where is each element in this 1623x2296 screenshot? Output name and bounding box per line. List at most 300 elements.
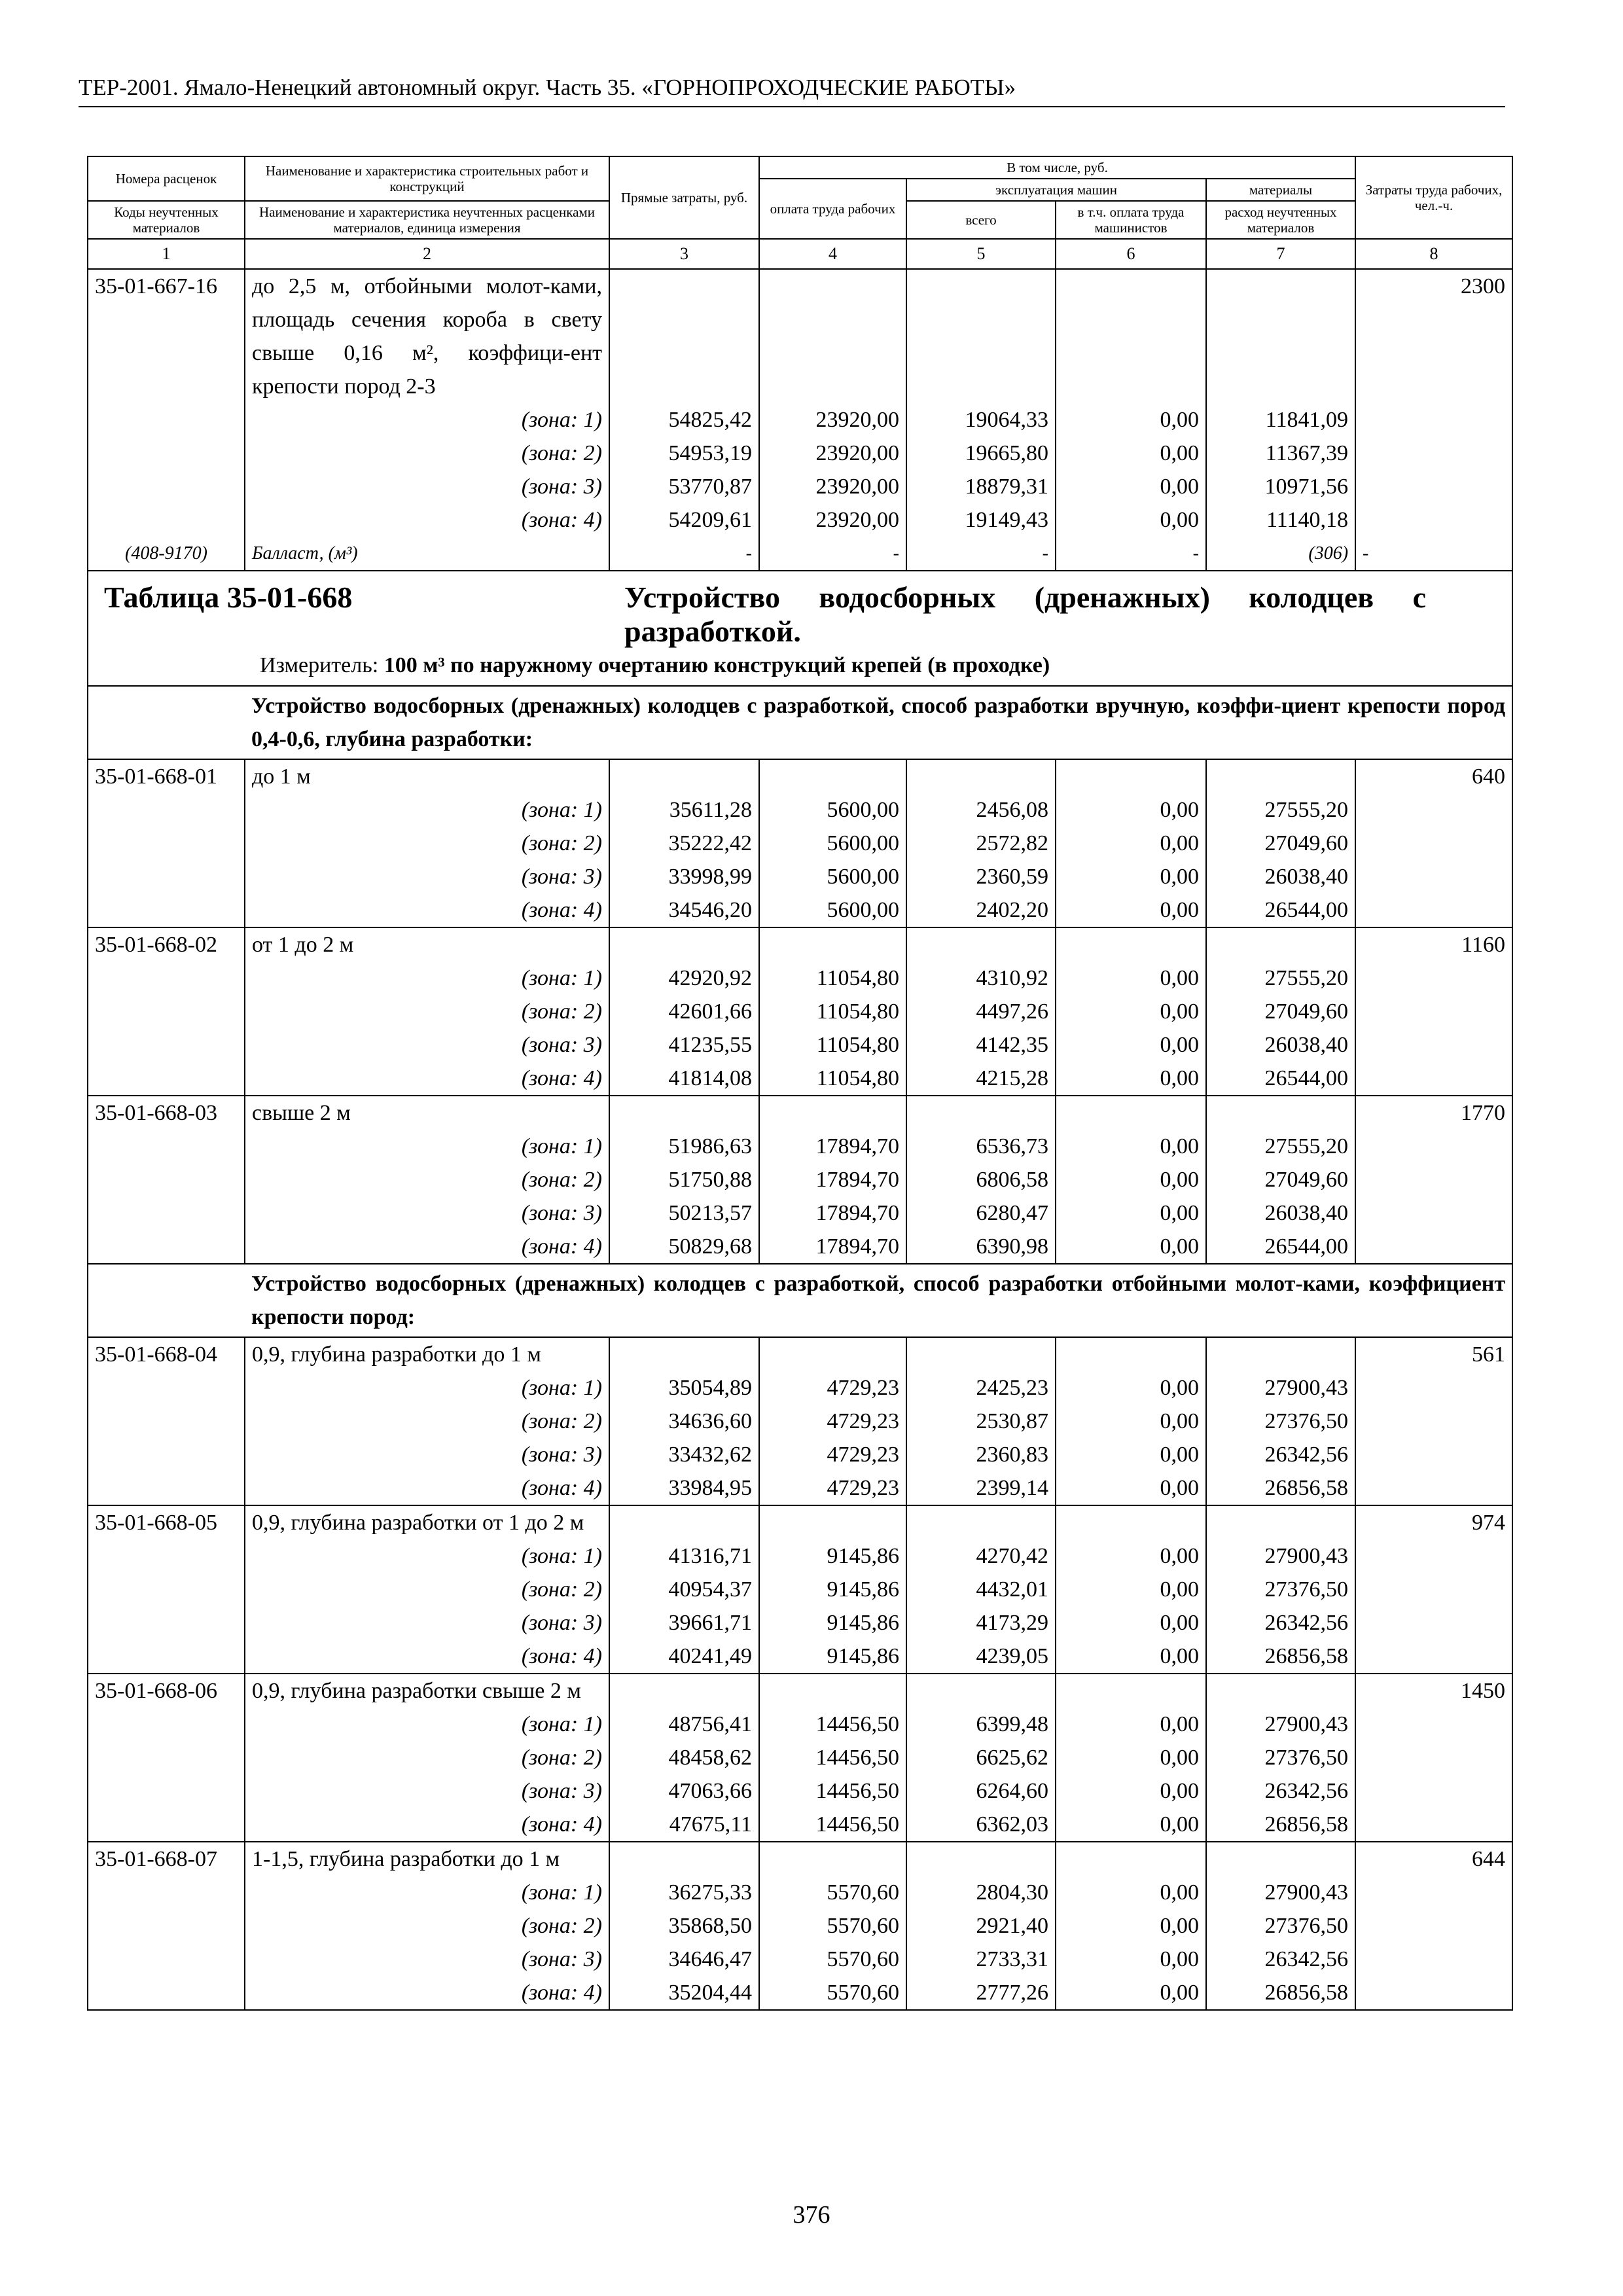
- empty-cell: [88, 1163, 245, 1196]
- zone-value: 0,00: [1056, 403, 1206, 437]
- zone-value: 17894,70: [759, 1196, 906, 1230]
- zone-value: 2572,82: [906, 827, 1056, 860]
- empty-cell: [1206, 269, 1355, 403]
- zone-value: 0,00: [1056, 503, 1206, 537]
- empty-cell: [88, 503, 245, 537]
- zone-label: (зона: 4): [245, 1471, 609, 1505]
- empty-cell: [1355, 1640, 1512, 1674]
- zone-value: 35222,42: [609, 827, 759, 860]
- zone-value: 27376,50: [1206, 1405, 1355, 1438]
- labor-cost: 640: [1355, 759, 1512, 793]
- zone-value: 33998,99: [609, 860, 759, 893]
- zone-label: (зона: 2): [245, 995, 609, 1028]
- empty-cell: [88, 1539, 245, 1573]
- zone-value: 27376,50: [1206, 1573, 1355, 1606]
- material-value: -: [759, 537, 906, 571]
- zone-value: 27376,50: [1206, 1741, 1355, 1774]
- zone-value: 54825,42: [609, 403, 759, 437]
- zone-value: 27555,20: [1206, 1130, 1355, 1163]
- material-value: -: [1056, 537, 1206, 571]
- empty-cell: [906, 269, 1056, 403]
- empty-cell: [1355, 1708, 1512, 1741]
- zone-value: 26038,40: [1206, 860, 1355, 893]
- empty-cell: [88, 1741, 245, 1774]
- zone-value: 0,00: [1056, 1640, 1206, 1674]
- col-number: 7: [1206, 239, 1355, 269]
- zone-value: 4215,28: [906, 1062, 1056, 1096]
- empty-cell: [88, 470, 245, 503]
- empty-cell: [759, 759, 906, 793]
- zone-value: 17894,70: [759, 1230, 906, 1264]
- zone-value: 0,00: [1056, 1062, 1206, 1096]
- col-header-6: в т.ч. оплата труда машинистов: [1056, 201, 1206, 239]
- zone-value: 54953,19: [609, 437, 759, 470]
- zone-value: 23920,00: [759, 437, 906, 470]
- col-header-8: Затраты труда рабочих, чел.-ч.: [1355, 156, 1512, 239]
- zone-value: 14456,50: [759, 1708, 906, 1741]
- zone-label: (зона: 2): [245, 1909, 609, 1943]
- zone-value: 42920,92: [609, 961, 759, 995]
- rate-description: 0,9, глубина разработки до 1 м: [245, 1337, 609, 1371]
- zone-value: 4497,26: [906, 995, 1056, 1028]
- empty-cell: [88, 1196, 245, 1230]
- empty-cell: [609, 1674, 759, 1708]
- empty-cell: [609, 1337, 759, 1371]
- empty-cell: [1355, 1196, 1512, 1230]
- empty-cell: [88, 437, 245, 470]
- zone-label: (зона: 3): [245, 860, 609, 893]
- measure-line: [104, 651, 1496, 680]
- zone-value: 27555,20: [1206, 793, 1355, 827]
- zone-value: 5570,60: [759, 1976, 906, 2010]
- zone-value: 11054,80: [759, 1062, 906, 1096]
- zone-value: 5570,60: [759, 1943, 906, 1976]
- zone-value: 0,00: [1056, 1438, 1206, 1471]
- zone-value: 35054,89: [609, 1371, 759, 1405]
- rate-code: 35-01-668-04: [88, 1337, 245, 1371]
- zone-value: 26856,58: [1206, 1471, 1355, 1505]
- zone-value: 17894,70: [759, 1130, 906, 1163]
- zone-value: 9145,86: [759, 1640, 906, 1674]
- zone-value: 2456,08: [906, 793, 1056, 827]
- zone-value: 0,00: [1056, 1028, 1206, 1062]
- col-number: 3: [609, 239, 759, 269]
- empty-cell: [1206, 1096, 1355, 1130]
- empty-cell: [609, 269, 759, 403]
- col-header-2a: Наименование и характеристика строительных работ и конструкций: [245, 156, 609, 201]
- zone-value: 51750,88: [609, 1163, 759, 1196]
- zone-value: 0,00: [1056, 1130, 1206, 1163]
- empty-cell: [88, 1909, 245, 1943]
- empty-cell: [88, 1606, 245, 1640]
- zone-label: (зона: 1): [245, 1708, 609, 1741]
- zone-value: 34636,60: [609, 1405, 759, 1438]
- table-title: Таблица 35-01-668: [104, 581, 353, 614]
- zone-value: 0,00: [1056, 1230, 1206, 1264]
- zone-value: 4173,29: [906, 1606, 1056, 1640]
- empty-cell: [1355, 1163, 1512, 1196]
- empty-cell: [1355, 1943, 1512, 1976]
- zone-value: 17894,70: [759, 1163, 906, 1196]
- zone-value: 2733,31: [906, 1943, 1056, 1976]
- zone-value: 26038,40: [1206, 1028, 1355, 1062]
- empty-cell: [759, 1842, 906, 1876]
- rates-table: [87, 156, 1513, 2011]
- empty-cell: [1206, 1505, 1355, 1539]
- zone-label: (зона: 4): [245, 893, 609, 927]
- col-header-2b: Наименование и характеристика неучтенных расценками материалов, единица измерения: [245, 201, 609, 239]
- empty-cell: [1355, 1976, 1512, 2010]
- zone-value: 27900,43: [1206, 1539, 1355, 1573]
- zone-value: 41235,55: [609, 1028, 759, 1062]
- zone-value: 26038,40: [1206, 1196, 1355, 1230]
- zone-value: 10971,56: [1206, 470, 1355, 503]
- zone-value: 41814,08: [609, 1062, 759, 1096]
- zone-value: 0,00: [1056, 1606, 1206, 1640]
- col-header-5: всего: [906, 201, 1056, 239]
- zone-value: 35204,44: [609, 1976, 759, 2010]
- zone-value: 6280,47: [906, 1196, 1056, 1230]
- zone-value: 2399,14: [906, 1471, 1056, 1505]
- empty-cell: [1355, 1909, 1512, 1943]
- empty-cell: [88, 1471, 245, 1505]
- zone-value: 2360,59: [906, 860, 1056, 893]
- empty-cell: [1355, 860, 1512, 893]
- zone-label: (зона: 2): [245, 1573, 609, 1606]
- labor-cost: 644: [1355, 1842, 1512, 1876]
- empty-cell: [1206, 1337, 1355, 1371]
- empty-cell: [906, 1337, 1056, 1371]
- zone-label: (зона: 1): [245, 793, 609, 827]
- zone-value: 2777,26: [906, 1976, 1056, 2010]
- empty-cell: [1206, 759, 1355, 793]
- empty-cell: [88, 961, 245, 995]
- zone-value: 6390,98: [906, 1230, 1056, 1264]
- empty-cell: [1355, 1808, 1512, 1842]
- zone-value: 0,00: [1056, 893, 1206, 927]
- rate-description: до 2,5 м, отбойными молот-ками, площадь сечения короба в свету свыше 0,16 м², коэффици-ент крепости пород 2-3: [245, 269, 609, 403]
- col-header-mat: материалы: [1206, 179, 1355, 201]
- material-code: (408-9170): [88, 537, 245, 571]
- zone-label: (зона: 3): [245, 1196, 609, 1230]
- zone-value: 27376,50: [1206, 1909, 1355, 1943]
- zone-value: 40954,37: [609, 1573, 759, 1606]
- zone-value: 19064,33: [906, 403, 1056, 437]
- empty-cell: [1355, 1573, 1512, 1606]
- rate-code: 35-01-668-06: [88, 1674, 245, 1708]
- empty-cell: [1355, 961, 1512, 995]
- zone-value: 26544,00: [1206, 1062, 1355, 1096]
- zone-value: 0,00: [1056, 1196, 1206, 1230]
- zone-value: 23920,00: [759, 503, 906, 537]
- empty-cell: [1355, 893, 1512, 927]
- zone-value: 4729,23: [759, 1405, 906, 1438]
- zone-value: 0,00: [1056, 1405, 1206, 1438]
- zone-value: 23920,00: [759, 403, 906, 437]
- rate-description: свыше 2 м: [245, 1096, 609, 1130]
- empty-cell: [88, 1230, 245, 1264]
- zone-label: (зона: 1): [245, 1130, 609, 1163]
- zone-label: (зона: 4): [245, 1230, 609, 1264]
- empty-cell: [1355, 1130, 1512, 1163]
- col-header-incl: В том числе, руб.: [759, 156, 1355, 179]
- col-header-1a: Номера расценок: [88, 156, 245, 201]
- empty-cell: [609, 927, 759, 961]
- zone-label: (зона: 1): [245, 1539, 609, 1573]
- empty-cell: [759, 1674, 906, 1708]
- empty-cell: [1206, 1674, 1355, 1708]
- labor-cost: 1770: [1355, 1096, 1512, 1130]
- empty-cell: [1056, 1096, 1206, 1130]
- labor-cost: 2300: [1355, 269, 1512, 403]
- zone-label: (зона: 2): [245, 437, 609, 470]
- col-number: 2: [245, 239, 609, 269]
- labor-cost: 1160: [1355, 927, 1512, 961]
- zone-value: 0,00: [1056, 793, 1206, 827]
- zone-value: 0,00: [1056, 1741, 1206, 1774]
- zone-value: 27900,43: [1206, 1371, 1355, 1405]
- zone-value: 5600,00: [759, 893, 906, 927]
- zone-value: 40241,49: [609, 1640, 759, 1674]
- col-number: 4: [759, 239, 906, 269]
- empty-cell: [88, 1640, 245, 1674]
- empty-cell: [88, 893, 245, 927]
- zone-value: 41316,71: [609, 1539, 759, 1573]
- rate-code: 35-01-668-01: [88, 759, 245, 793]
- empty-cell: [609, 1096, 759, 1130]
- col-number: 1: [88, 239, 245, 269]
- zone-label: (зона: 4): [245, 503, 609, 537]
- zone-value: 4239,05: [906, 1640, 1056, 1674]
- zone-value: 0,00: [1056, 1909, 1206, 1943]
- zone-value: 6362,03: [906, 1808, 1056, 1842]
- zone-value: 14456,50: [759, 1741, 906, 1774]
- empty-cell: [88, 1808, 245, 1842]
- zone-value: 0,00: [1056, 827, 1206, 860]
- empty-cell: [1355, 470, 1512, 503]
- col-header-4: оплата труда рабочих: [759, 179, 906, 239]
- empty-cell: [1056, 269, 1206, 403]
- rate-description: 1-1,5, глубина разработки до 1 м: [245, 1842, 609, 1876]
- empty-cell: [1206, 1842, 1355, 1876]
- empty-cell: [88, 827, 245, 860]
- empty-cell: [88, 1062, 245, 1096]
- empty-cell: [1056, 1674, 1206, 1708]
- zone-label: (зона: 4): [245, 1808, 609, 1842]
- zone-value: 11054,80: [759, 995, 906, 1028]
- zone-value: 2530,87: [906, 1405, 1056, 1438]
- empty-cell: [609, 759, 759, 793]
- empty-cell: [759, 927, 906, 961]
- empty-cell: [1056, 1842, 1206, 1876]
- zone-label: (зона: 4): [245, 1976, 609, 2010]
- zone-value: 54209,61: [609, 503, 759, 537]
- zone-value: 33432,62: [609, 1438, 759, 1471]
- empty-cell: [906, 927, 1056, 961]
- col-number: 8: [1355, 239, 1512, 269]
- zone-value: 0,00: [1056, 1774, 1206, 1808]
- zone-value: 4142,35: [906, 1028, 1056, 1062]
- zone-value: 42601,66: [609, 995, 759, 1028]
- zone-label: (зона: 3): [245, 1774, 609, 1808]
- labor-cost: 974: [1355, 1505, 1512, 1539]
- zone-value: 0,00: [1056, 1708, 1206, 1741]
- empty-cell: [88, 1876, 245, 1909]
- empty-cell: [88, 995, 245, 1028]
- zone-label: (зона: 1): [245, 1876, 609, 1909]
- measure-value: 100 м³ по наружному очертанию конструкций крепей (в проходке): [383, 653, 1050, 677]
- empty-cell: [88, 1774, 245, 1808]
- zone-label: (зона: 3): [245, 470, 609, 503]
- zone-value: 6806,58: [906, 1163, 1056, 1196]
- zone-label: (зона: 2): [245, 1405, 609, 1438]
- empty-cell: [88, 860, 245, 893]
- zone-value: 27049,60: [1206, 827, 1355, 860]
- zone-value: 26856,58: [1206, 1640, 1355, 1674]
- page-number: 376: [793, 2201, 830, 2229]
- zone-value: 0,00: [1056, 1471, 1206, 1505]
- zone-label: (зона: 4): [245, 1062, 609, 1096]
- zone-value: 0,00: [1056, 1539, 1206, 1573]
- empty-cell: [1056, 1337, 1206, 1371]
- empty-cell: [88, 1264, 245, 1337]
- zone-value: 6264,60: [906, 1774, 1056, 1808]
- zone-value: 48458,62: [609, 1741, 759, 1774]
- zone-value: 0,00: [1056, 1163, 1206, 1196]
- zone-value: 51986,63: [609, 1130, 759, 1163]
- labor-cost: 1450: [1355, 1674, 1512, 1708]
- zone-value: 26342,56: [1206, 1438, 1355, 1471]
- empty-cell: [1056, 927, 1206, 961]
- zone-value: 0,00: [1056, 437, 1206, 470]
- zone-value: 19149,43: [906, 503, 1056, 537]
- zone-value: 5600,00: [759, 860, 906, 893]
- zone-value: 5600,00: [759, 793, 906, 827]
- zone-value: 48756,41: [609, 1708, 759, 1741]
- zone-value: 47675,11: [609, 1808, 759, 1842]
- zone-value: 2402,20: [906, 893, 1056, 927]
- zone-label: (зона: 2): [245, 1741, 609, 1774]
- zone-value: 11367,39: [1206, 437, 1355, 470]
- zone-value: 36275,33: [609, 1876, 759, 1909]
- empty-cell: [88, 1708, 245, 1741]
- empty-cell: [759, 1096, 906, 1130]
- zone-value: 34546,20: [609, 893, 759, 927]
- zone-label: (зона: 3): [245, 1606, 609, 1640]
- zone-label: (зона: 1): [245, 961, 609, 995]
- zone-label: (зона: 4): [245, 1640, 609, 1674]
- empty-cell: [1355, 1741, 1512, 1774]
- zone-value: 14456,50: [759, 1774, 906, 1808]
- zone-value: 9145,86: [759, 1606, 906, 1640]
- zone-value: 26544,00: [1206, 893, 1355, 927]
- empty-cell: [906, 1096, 1056, 1130]
- empty-cell: [88, 1130, 245, 1163]
- zone-value: 50829,68: [609, 1230, 759, 1264]
- zone-value: 53770,87: [609, 470, 759, 503]
- empty-cell: [759, 1505, 906, 1539]
- zone-value: 0,00: [1056, 1976, 1206, 2010]
- section-heading: Устройство водосборных (дренажных) колодцев с разработкой, способ разработки вручную, коэффи-циент крепости пород 0,4-0,6, глубина разработки:: [245, 686, 1512, 759]
- empty-cell: [1355, 1371, 1512, 1405]
- zone-value: 0,00: [1056, 995, 1206, 1028]
- empty-cell: [1355, 1405, 1512, 1438]
- empty-cell: [1355, 1028, 1512, 1062]
- empty-cell: [1355, 995, 1512, 1028]
- empty-cell: [88, 686, 245, 759]
- zone-label: (зона: 1): [245, 1371, 609, 1405]
- zone-value: 0,00: [1056, 470, 1206, 503]
- zone-value: 39661,71: [609, 1606, 759, 1640]
- empty-cell: [1056, 1505, 1206, 1539]
- zone-value: 0,00: [1056, 1808, 1206, 1842]
- empty-cell: [1355, 503, 1512, 537]
- empty-cell: [88, 1405, 245, 1438]
- empty-cell: [609, 1842, 759, 1876]
- zone-value: 19665,80: [906, 437, 1056, 470]
- zone-value: 50213,57: [609, 1196, 759, 1230]
- zone-label: (зона: 1): [245, 403, 609, 437]
- rate-code: 35-01-667-16: [88, 269, 245, 403]
- zone-value: 2425,23: [906, 1371, 1056, 1405]
- zone-value: 23920,00: [759, 470, 906, 503]
- empty-cell: [906, 1674, 1056, 1708]
- zone-value: 26544,00: [1206, 1230, 1355, 1264]
- zone-label: (зона: 3): [245, 1438, 609, 1471]
- col-number: 6: [1056, 239, 1206, 269]
- empty-cell: [1355, 1539, 1512, 1573]
- empty-cell: [1355, 1774, 1512, 1808]
- rate-code: 35-01-668-03: [88, 1096, 245, 1130]
- zone-value: 2921,40: [906, 1909, 1056, 1943]
- section-heading: Устройство водосборных (дренажных) колодцев с разработкой, способ разработки отбойными молот-ками, коэффициент крепости пород:: [245, 1264, 1512, 1337]
- zone-value: 4729,23: [759, 1471, 906, 1505]
- zone-value: 11054,80: [759, 1028, 906, 1062]
- empty-cell: [88, 1976, 245, 2010]
- material-value: (306): [1206, 537, 1355, 571]
- empty-cell: [88, 1573, 245, 1606]
- zone-value: 27049,60: [1206, 1163, 1355, 1196]
- zone-value: 0,00: [1056, 1943, 1206, 1976]
- empty-cell: [1355, 1438, 1512, 1471]
- zone-value: 33984,95: [609, 1471, 759, 1505]
- zone-label: (зона: 2): [245, 1163, 609, 1196]
- zone-value: 5570,60: [759, 1909, 906, 1943]
- zone-label: (зона: 3): [245, 1028, 609, 1062]
- empty-cell: [88, 1438, 245, 1471]
- zone-value: 0,00: [1056, 860, 1206, 893]
- zone-value: 26856,58: [1206, 1976, 1355, 2010]
- running-header: ТЕР-2001. Ямало-Ненецкий автономный округ. Часть 35. «ГОРНОПРОХОДЧЕСКИЕ РАБОТЫ»: [79, 73, 1505, 107]
- empty-cell: [88, 403, 245, 437]
- zone-value: 4729,23: [759, 1371, 906, 1405]
- zone-value: 26342,56: [1206, 1774, 1355, 1808]
- empty-cell: [1355, 1062, 1512, 1096]
- rate-code: 35-01-668-05: [88, 1505, 245, 1539]
- table-subject: Устройство водосборных (дренажных) колодцев с разработкой.: [624, 581, 1426, 648]
- material-value: -: [609, 537, 759, 571]
- zone-value: 47063,66: [609, 1774, 759, 1808]
- zone-value: 26342,56: [1206, 1606, 1355, 1640]
- zone-value: 14456,50: [759, 1808, 906, 1842]
- empty-cell: [1355, 1876, 1512, 1909]
- material-name: Балласт, (м³): [245, 537, 609, 571]
- empty-cell: [88, 1943, 245, 1976]
- empty-cell: [1355, 1230, 1512, 1264]
- zone-value: 6625,62: [906, 1741, 1056, 1774]
- material-value: -: [1355, 537, 1512, 571]
- empty-cell: [1355, 403, 1512, 437]
